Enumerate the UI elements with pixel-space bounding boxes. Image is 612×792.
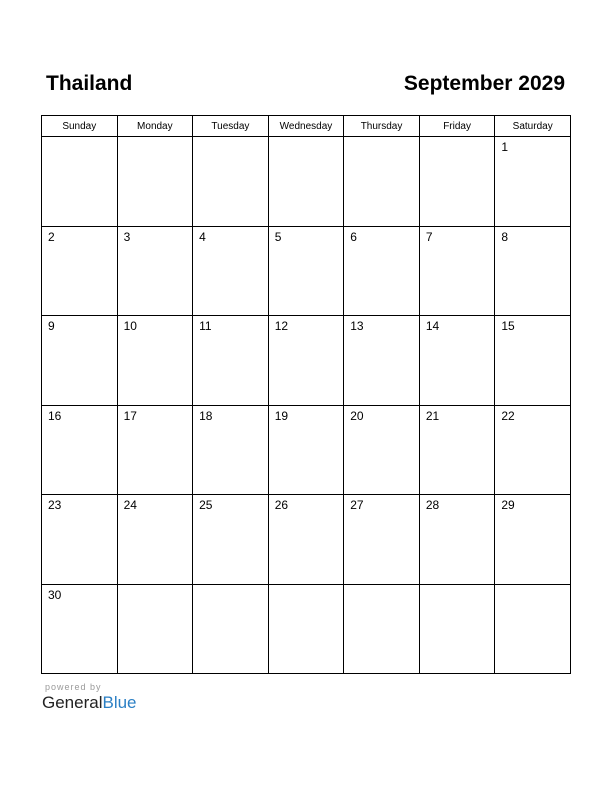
day-cell — [42, 495, 118, 585]
day-number: 12 — [274, 319, 289, 333]
day-number: 9 — [48, 319, 55, 333]
day-cell — [495, 226, 571, 316]
day-cell — [268, 226, 344, 316]
day-number: 5 — [274, 229, 282, 244]
day-number: 3 — [123, 229, 131, 244]
day-cell — [42, 137, 118, 227]
day-number: 18 — [199, 408, 213, 423]
day-cell — [495, 405, 571, 495]
day-number: 1 — [501, 140, 509, 154]
day-cell — [193, 405, 269, 495]
day-number: 23 — [48, 498, 62, 512]
day-number: 11 — [199, 319, 212, 333]
day-number: 27 — [350, 498, 364, 512]
day-number — [269, 585, 344, 588]
day-number: 28 — [425, 498, 440, 512]
day-cell — [495, 584, 571, 674]
day-number: 21 — [425, 408, 440, 423]
day-number — [118, 585, 193, 588]
calendar-grid — [41, 115, 571, 674]
week-row — [42, 495, 571, 585]
day-cell — [117, 137, 193, 227]
weekday-header: Thursday — [344, 116, 420, 137]
day-cell — [193, 137, 269, 227]
day-number: 20 — [350, 408, 364, 423]
day-cell — [193, 584, 269, 674]
week-row — [42, 316, 571, 406]
day-number — [42, 137, 117, 140]
day-cell — [344, 137, 420, 227]
day-cell — [268, 316, 344, 406]
day-cell — [268, 584, 344, 674]
day-cell — [42, 226, 118, 316]
day-number: 13 — [350, 319, 364, 333]
day-cell — [117, 226, 193, 316]
day-number — [193, 585, 268, 588]
month-year-title: September 2029 — [403, 72, 565, 95]
day-cell — [117, 495, 193, 585]
day-cell — [193, 316, 269, 406]
brand-general-text: General — [42, 693, 103, 712]
day-number: 14 — [425, 319, 440, 333]
day-number: 19 — [274, 408, 289, 423]
day-number: 26 — [274, 498, 289, 512]
day-cell — [42, 584, 118, 674]
brand-blue-text: Blue — [102, 693, 137, 712]
weekday-header: Monday — [117, 116, 193, 137]
day-number: 16 — [48, 408, 62, 423]
week-row — [42, 405, 571, 495]
day-cell — [495, 316, 571, 406]
day-number: 25 — [199, 498, 213, 512]
day-number: 6 — [350, 229, 357, 244]
day-cell — [42, 405, 118, 495]
day-cell — [344, 495, 420, 585]
day-cell — [344, 584, 420, 674]
weekday-header: Saturday — [495, 116, 571, 137]
day-cell — [193, 226, 269, 316]
day-cell — [419, 495, 495, 585]
weekday-header: Sunday — [42, 116, 118, 137]
day-cell — [419, 316, 495, 406]
day-number: 7 — [425, 229, 433, 244]
day-cell — [117, 405, 193, 495]
day-cell — [193, 495, 269, 585]
day-cell — [268, 495, 344, 585]
day-cell — [419, 137, 495, 227]
day-number — [118, 137, 193, 140]
day-cell — [117, 584, 193, 674]
day-number — [269, 137, 344, 140]
powered-by-text: powered by — [45, 682, 102, 692]
weekday-header: Tuesday — [193, 116, 269, 137]
week-row — [42, 226, 571, 316]
day-number: 15 — [501, 319, 515, 333]
day-number: 10 — [123, 319, 137, 333]
day-number: 2 — [48, 229, 55, 244]
week-row — [42, 584, 571, 674]
day-number: 22 — [501, 408, 515, 423]
country-title: Thailand — [46, 72, 133, 95]
day-number: 4 — [199, 229, 206, 244]
day-cell — [495, 137, 571, 227]
day-number: 30 — [48, 587, 62, 602]
day-number: 24 — [123, 498, 137, 512]
day-number: 8 — [501, 229, 509, 244]
weekday-header: Wednesday — [268, 116, 344, 137]
weekday-header: Friday — [419, 116, 495, 137]
day-cell — [419, 584, 495, 674]
day-cell — [268, 405, 344, 495]
day-number — [193, 137, 268, 140]
day-number — [344, 137, 419, 140]
day-cell — [268, 137, 344, 227]
day-number — [495, 585, 570, 588]
generalblue-logo[interactable] — [42, 693, 137, 713]
day-number — [344, 585, 419, 588]
week-row — [42, 137, 571, 227]
day-number: 17 — [123, 408, 137, 423]
day-cell — [344, 316, 420, 406]
weekday-header-row — [42, 116, 571, 137]
day-cell — [42, 316, 118, 406]
day-cell — [117, 316, 193, 406]
day-number — [420, 137, 495, 140]
day-cell — [344, 226, 420, 316]
day-number: 29 — [501, 498, 515, 512]
day-cell — [419, 405, 495, 495]
day-cell — [495, 495, 571, 585]
day-cell — [344, 405, 420, 495]
day-cell — [419, 226, 495, 316]
day-number — [420, 585, 495, 588]
